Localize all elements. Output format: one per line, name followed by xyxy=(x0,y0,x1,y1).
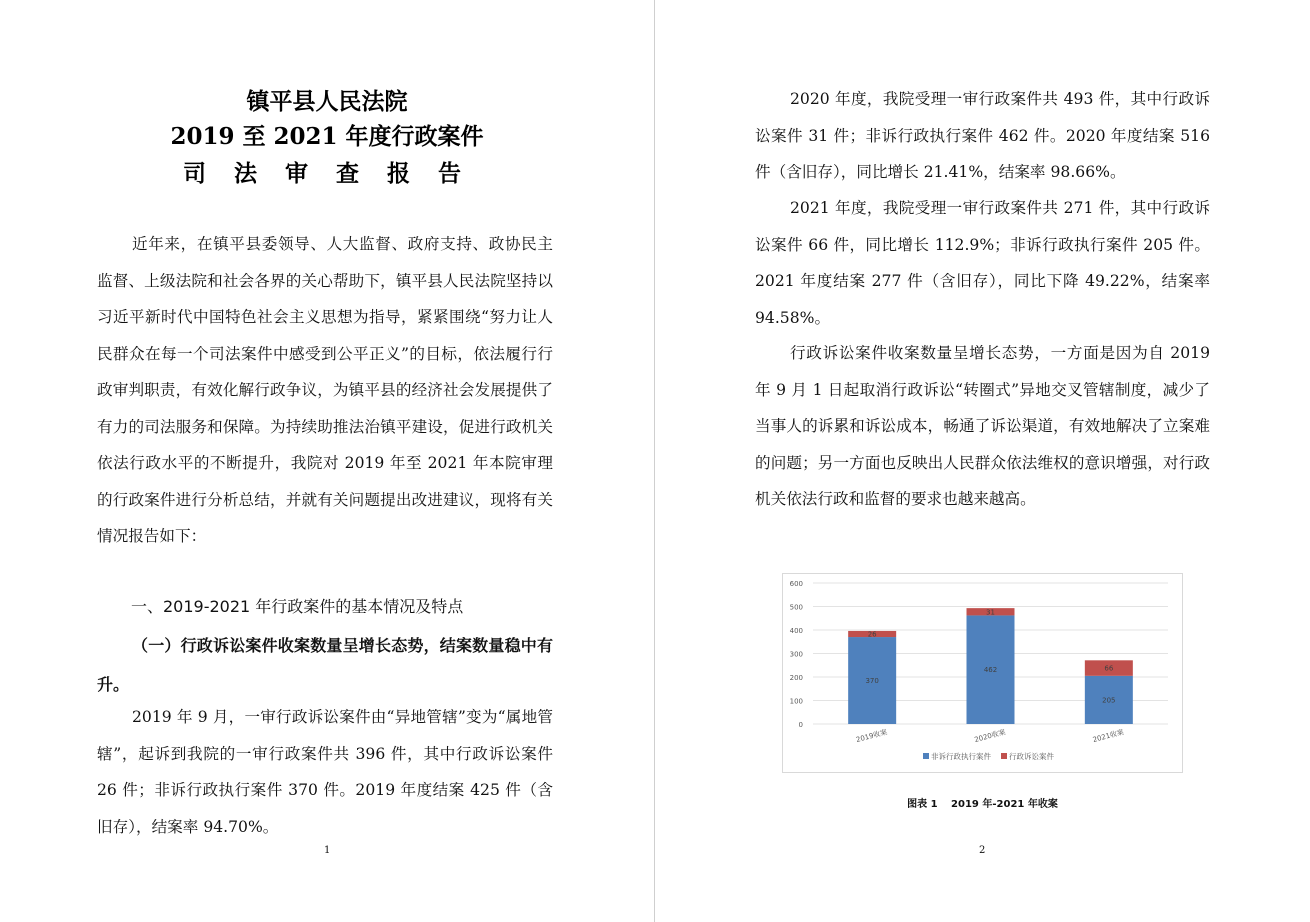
y-tick-label: 300 xyxy=(789,650,803,659)
x-tick-label: 2019收案 xyxy=(855,728,889,745)
legend-label: 行政诉讼案件 xyxy=(1009,752,1054,761)
section-heading-1: 一、2019-2021 年行政案件的基本情况及特点 xyxy=(131,597,464,616)
data-label: 26 xyxy=(867,630,877,639)
report-title-line-3: 司 法 审 查 报 告 xyxy=(182,160,472,187)
data-label: 31 xyxy=(986,608,995,617)
x-tick-label: 2020收案 xyxy=(973,728,1007,745)
stacked-bar-chart xyxy=(783,574,1182,772)
legend-swatch xyxy=(1001,753,1007,759)
y-tick-label: 500 xyxy=(789,603,803,612)
y-tick-label: 0 xyxy=(798,721,803,729)
intro-paragraph: 近年来，在镇平县委领导、人大监督、政府支持、政协民主监督、上级法院和社会各界的关心帮助下，镇平县人民法院坚持以习近平新时代中国特色社会主义思想为指导，紧紧围绕“努力让人民群众在每一个司法案件中感受到公平正义”的目标，依法履行行政审判职责，有效化解行政争议，为镇平县的经济社会发展提供了有力的司法服务和保障。为持续助推法治镇平建设，促进行政机关依法行政水平的不断提升，我院对 2019 年至 2021 年本院审理的行政案件进行分析总结，并就有关问题提出改进建议，现将有关情况报告如下： xyxy=(97,235,553,545)
chart-container xyxy=(782,573,1183,773)
y-tick-label: 400 xyxy=(789,627,803,635)
report-title-line-2: 2019 至 2021 年度行政案件 xyxy=(170,123,484,150)
paragraph-2021: 2021 年度，我院受理一审行政案件共 271 件，其中行政诉讼案件 66 件，同比增长 112.9%；非诉行政执行案件 205 件。2021 年度结案 277 件（含旧存），同比下降 49.22%，结案率 94.58%。 xyxy=(755,199,1210,327)
paragraph-2019: 2019 年 9 月，一审行政诉讼案件由“异地管辖”变为“属地管辖”，起诉到我院的一审行政案件共 396 件，其中行政诉讼案件 26 件；非诉行政执行案件 370 件。2019 年度结案 425 件（含旧存），结案率 94.70%。 xyxy=(97,708,553,836)
data-label: 370 xyxy=(865,677,879,686)
page-1 xyxy=(0,0,654,922)
data-label: 205 xyxy=(1102,696,1116,705)
legend-swatch xyxy=(923,753,929,759)
legend-label: 非诉行政执行案件 xyxy=(931,752,991,761)
page-number-2: 2 xyxy=(979,845,986,856)
page-2 xyxy=(655,0,1310,922)
paragraph-2020: 2020 年度，我院受理一审行政案件共 493 件，其中行政诉讼案件 31 件；非诉行政执行案件 462 件。2020 年度结案 516 件（含旧存），同比增长 21.41%，结案率 98.66%。 xyxy=(755,90,1210,181)
y-tick-label: 600 xyxy=(789,580,803,588)
y-tick-label: 200 xyxy=(789,674,803,682)
data-label: 462 xyxy=(983,666,998,675)
report-title-line-1: 镇平县人民法院 xyxy=(246,88,408,115)
x-tick-label: 2021收案 xyxy=(1091,728,1125,745)
y-tick-label: 100 xyxy=(789,697,803,706)
subsection-heading-1: （一）行政诉讼案件收案数量呈增长态势，结案数量稳中有升。 xyxy=(97,636,553,694)
data-label: 66 xyxy=(1104,664,1114,673)
chart-caption: 图表 1 2019 年-2021 年收案 xyxy=(907,799,1058,810)
paragraph-trend: 行政诉讼案件收案数量呈增长态势，一方面是因为自 2019 年 9 月 1 日起取消行政诉讼“转圈式”异地交叉管辖制度，减少了当事人的诉累和诉讼成本，畅通了诉讼渠道，有效地解决了立案难的问题；另一方面也反映出人民群众依法维权的意识增强，对行政机关依法行政和监督的要求也越来越高。 xyxy=(755,344,1210,508)
page-number-1: 1 xyxy=(324,845,331,856)
